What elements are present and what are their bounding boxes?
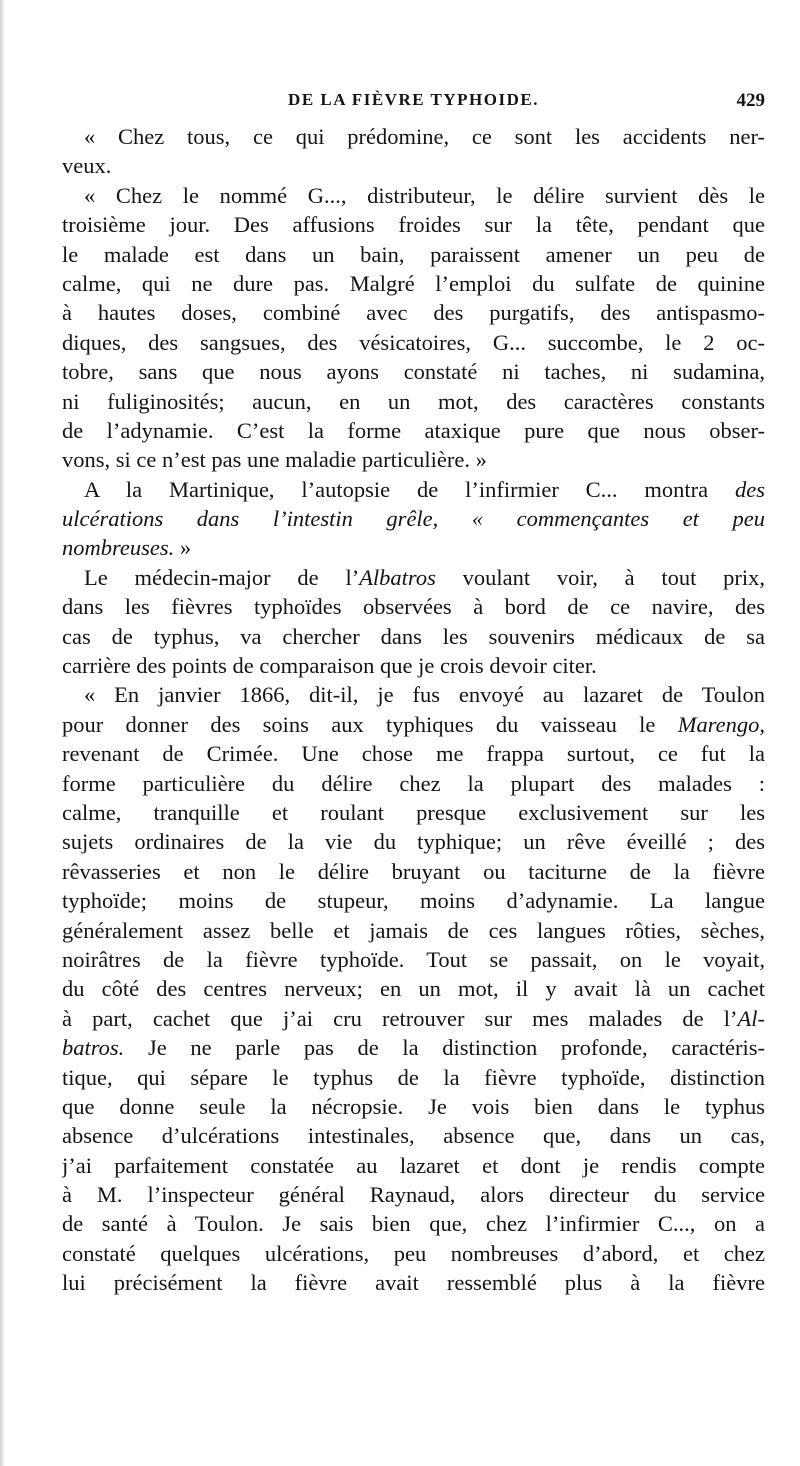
line-text: dans les fièvres typhoïdes observées à bord de ce navire, des — [62, 594, 765, 620]
line-text: sujets ordinaires de la vie du typhique; un rêve éveillé ; des — [62, 829, 765, 855]
text-line — [62, 328, 765, 357]
text-line — [62, 1121, 765, 1150]
running-title: DE LA FIÈVRE TYPHOIDE. — [288, 90, 539, 109]
text-line — [62, 1151, 765, 1180]
text-line — [62, 916, 765, 945]
line-text: veux. — [62, 153, 112, 179]
text-line — [62, 151, 765, 180]
text-line — [62, 357, 765, 386]
text-line — [62, 886, 765, 915]
line-text: constaté quelques ulcérations, peu nombreuses d’abord, et chez — [62, 1240, 765, 1266]
text-line — [62, 533, 765, 562]
italic-text: batros. — [62, 1035, 125, 1061]
italic-text: ulcérations dans l’intestin grêle, « commençantes et peu — [62, 506, 765, 532]
line-text: généralement assez belle et jamais de ces langues rôties, sèches, — [62, 917, 765, 943]
line-text: à hautes doses, combiné avec des purgatifs, des antispasmo- — [62, 300, 765, 326]
text-line — [62, 1004, 765, 1033]
line-text: à part, cachet que j’ai cru retrouver sur mes malades de l’ — [62, 1005, 738, 1031]
text-line — [62, 298, 765, 327]
text-line — [62, 945, 765, 974]
text-line — [62, 592, 765, 621]
line-text: le malade est dans un bain, paraissent amener un peu de — [62, 241, 765, 267]
text-line — [62, 445, 765, 474]
line-text: troisième jour. Des affusions froides sur la tête, pendant que — [62, 212, 765, 238]
text-line — [62, 1033, 765, 1062]
italic-text: des — [735, 476, 765, 502]
line-text: à M. l’inspecteur général Raynaud, alors directeur du service — [62, 1182, 765, 1208]
text-line — [62, 680, 765, 709]
line-text: carrière des points de comparaison que je crois devoir citer. — [62, 653, 597, 679]
text-line — [62, 827, 765, 856]
line-text: calme, tranquille et roulant presque exclusivement sur les — [62, 799, 765, 825]
line-text: noirâtres de la fièvre typhoïde. Tout se passait, on le voyait, — [62, 946, 765, 972]
text-line — [62, 1092, 765, 1121]
page-header — [62, 90, 765, 120]
line-text: tobre, sans que nous ayons constaté ni taches, ni sudamina, — [62, 359, 765, 385]
page-number: 429 — [736, 90, 765, 111]
line-text: pour donner des soins aux typhiques du vaisseau le — [62, 711, 678, 737]
text-line — [62, 857, 765, 886]
text-line — [62, 622, 765, 651]
text-line — [62, 739, 765, 768]
text-line — [62, 651, 765, 680]
line-text: de santé à Toulon. Je sais bien que, chez l’infirmier C..., on a — [62, 1211, 765, 1237]
line-text: lui précisément la fièvre avait ressemblé plus à la fièvre — [62, 1270, 765, 1296]
body-text — [62, 122, 765, 1298]
line-text: A la Martinique, l’autopsie de l’infirmier C... montra — [84, 476, 735, 502]
text-line — [62, 1063, 765, 1092]
line-text: j’ai parfaitement constatée au lazaret et dont je rendis compte — [62, 1152, 765, 1178]
text-line — [62, 563, 765, 592]
line-text: forme particulière du délire chez la plupart des malades : — [62, 770, 765, 796]
line-text: l’ — [345, 564, 360, 590]
line-text: « Chez le nommé G..., distributeur, le délire survient dès le — [84, 182, 765, 208]
line-text: ni fuliginosités; aucun, en un mot, des caractères constants — [62, 388, 765, 414]
line-text: voulant voir, à tout prix, — [435, 564, 765, 590]
line-text: calme, qui ne dure pas. Malgré l’emploi du sulfate de quinine — [62, 270, 765, 296]
line-text: typhoïde; moins de stupeur, moins d’adynamie. La langue — [62, 888, 765, 914]
italic-text: Albatros — [359, 564, 436, 590]
italic-text: Marengo, — [677, 711, 765, 737]
line-text: vons, si ce n’est pas une maladie particulière. » — [62, 447, 487, 473]
text-line — [62, 269, 765, 298]
line-text: absence d’ulcérations intestinales, absence que, dans un cas, — [62, 1123, 765, 1149]
text-line — [62, 240, 765, 269]
line-text: tique, qui sépare le typhus de la fièvre typhoïde, distinction — [62, 1064, 765, 1090]
line-text: revenant de Crimée. Une chose me frappa surtout, ce fut la — [62, 741, 765, 767]
line-text: cas de typhus, va chercher dans les souvenirs médicaux de sa — [62, 623, 765, 649]
text-line — [62, 1180, 765, 1209]
text-line — [62, 1268, 765, 1297]
text-line — [62, 1209, 765, 1238]
text-line — [62, 210, 765, 239]
italic-text: Al- — [737, 1005, 765, 1031]
text-line — [62, 710, 765, 739]
text-line — [62, 122, 765, 151]
line-text: Le médecin-major de — [84, 564, 346, 590]
text-line — [62, 504, 765, 533]
text-line — [62, 387, 765, 416]
line-text: que donne seule la nécropsie. Je vois bien dans le typhus — [62, 1093, 765, 1119]
text-line — [62, 769, 765, 798]
line-text: « En janvier 1866, dit-il, je fus envoyé au lazaret de Toulon — [84, 682, 765, 708]
text-line — [62, 974, 765, 1003]
line-text: diques, des sangsues, des vésicatoires, G... succombe, le 2 oc- — [62, 329, 765, 355]
text-line — [62, 181, 765, 210]
line-text: Je ne parle pas de la distinction profonde, caractéris- — [124, 1035, 765, 1061]
page-edge-shadow — [0, 0, 5, 1466]
line-text: » — [174, 535, 192, 561]
text-line — [62, 1239, 765, 1268]
text-line — [62, 798, 765, 827]
text-line — [62, 416, 765, 445]
italic-text: nombreuses. — [62, 535, 175, 561]
line-text: de l’adynamie. C’est la forme ataxique pure que nous obser- — [62, 417, 765, 443]
text-line — [62, 475, 765, 504]
line-text: du côté des centres nerveux; en un mot, il y avait là un cachet — [62, 976, 765, 1002]
line-text: rêvasseries et non le délire bruyant ou taciturne de la fièvre — [62, 858, 765, 884]
line-text: « Chez tous, ce qui prédomine, ce sont les accidents ner- — [84, 124, 765, 149]
